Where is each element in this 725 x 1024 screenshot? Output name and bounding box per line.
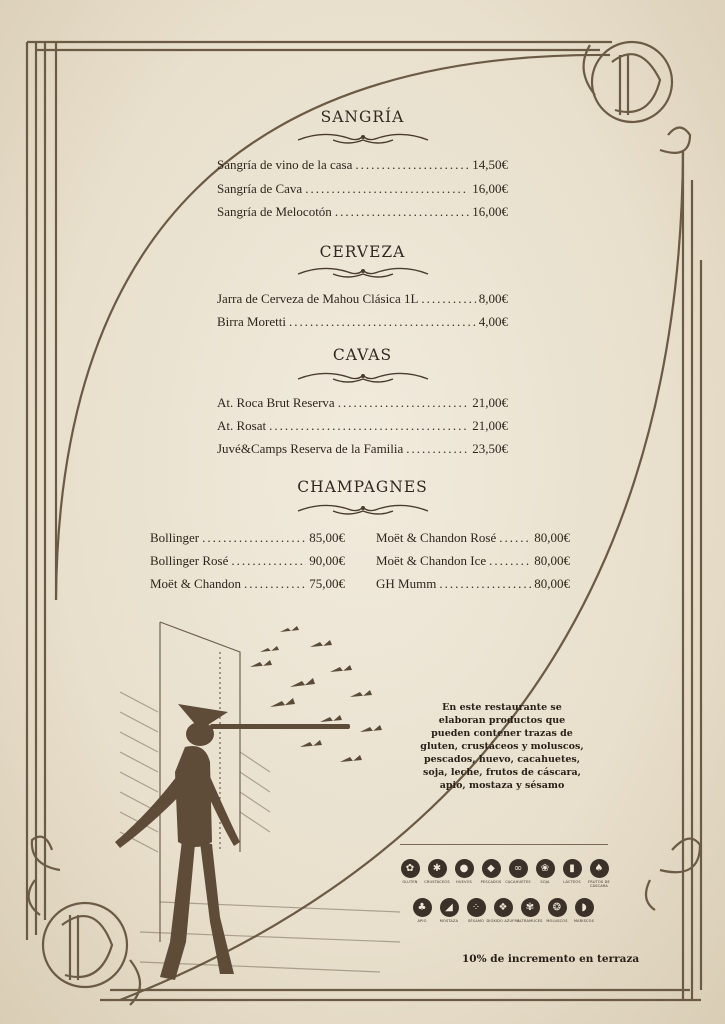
item-price: 90,00€	[309, 553, 345, 568]
nut-icon: ♠	[590, 859, 609, 878]
soy-icon: ❀	[536, 859, 555, 878]
item-name: Jarra de Cerveza de Mahou Clásica 1L	[217, 291, 419, 306]
leader-dots	[489, 553, 531, 569]
menu-item	[150, 530, 345, 546]
item-price: 85,00€	[309, 530, 345, 545]
allergen-notice: En este restaurante se elaboran productos que pueden contener trazas de gluten, crustáceos y moluscos, pescados, huevo, cacahuetes, soja, leche, frutos de cáscara, apio, mostaza y sésamo	[420, 702, 584, 791]
allergen-pescados: ◆ PESCADOS	[473, 859, 509, 884]
leader-dots	[289, 314, 476, 330]
menu-item	[217, 157, 508, 173]
item-price: 16,00€	[472, 181, 508, 196]
item-price: 80,00€	[534, 576, 570, 591]
terrace-surcharge-note: 10% de incremento en terraza	[462, 953, 640, 965]
item-name: Moët & Chandon	[150, 576, 241, 591]
menu-item	[150, 576, 345, 592]
wheat-icon: ✿	[401, 859, 420, 878]
item-name: Birra Moretti	[217, 314, 286, 329]
menu-item	[376, 530, 570, 546]
peanut-icon: ∞	[509, 859, 528, 878]
leader-dots	[338, 395, 470, 411]
allergen-dioxido-azufre: ❖ DIÓXIDO AZUFRE	[485, 898, 521, 923]
menu-item	[376, 576, 570, 592]
allergen-lacteos: ▮ LÁCTEOS	[554, 859, 590, 884]
item-price: 14,50€	[472, 157, 508, 172]
section-title-sangria: SANGRÍA	[320, 108, 405, 126]
item-name: Juvé&Camps Reserva de la Familia	[217, 441, 404, 456]
sesame-icon: ⁘	[467, 898, 486, 917]
item-name: At. Roca Brut Reserva	[217, 395, 335, 410]
mustard-icon: ◢	[440, 898, 459, 917]
allergen-altramuces: ✾ ALTRAMUCES	[512, 898, 548, 923]
leader-dots	[439, 576, 531, 592]
milk-icon: ▮	[563, 859, 582, 878]
section-title-champagnes: CHAMPAGNES	[297, 478, 428, 496]
leader-dots	[335, 204, 469, 220]
menu-item	[217, 291, 508, 307]
allergen-cacahuetes: ∞ CACAHUETES	[500, 859, 536, 884]
fish-icon: ◆	[482, 859, 501, 878]
allergen-mariscos: ◗ MARISCOS	[566, 898, 602, 923]
menu-item	[217, 441, 508, 457]
item-price: 21,00€	[472, 395, 508, 410]
item-name: Bollinger	[150, 530, 200, 545]
allergen-frutos-cascara: ♠ FRUTOS DE CÁSCARA	[581, 859, 617, 888]
leader-dots	[406, 441, 469, 457]
section-title-cerveza: CERVEZA	[319, 243, 406, 261]
item-name: Bollinger Rosé	[150, 553, 229, 568]
allergen-moluscos: ❂ MOLUSCOS	[539, 898, 575, 923]
menu-item	[217, 418, 508, 434]
menu-item	[376, 553, 570, 569]
item-name: Moët & Chandon Rosé	[376, 530, 497, 545]
item-price: 80,00€	[534, 553, 570, 568]
allergen-crustaceos: ✱ CRUSTÁCEOS	[419, 859, 455, 884]
leader-dots	[305, 181, 469, 197]
leader-dots	[355, 157, 469, 173]
allergen-apio: ♣ APIO	[404, 898, 440, 923]
item-name: Sangría de vino de la casa	[217, 157, 353, 172]
divider	[400, 844, 608, 845]
item-price: 80,00€	[534, 530, 570, 545]
leader-dots	[421, 291, 475, 307]
celery-icon: ♣	[413, 898, 432, 917]
item-price: 16,00€	[472, 204, 508, 219]
leader-dots	[244, 576, 306, 592]
allergen-soja: ❀ SOJA	[527, 859, 563, 884]
lupin-icon: ✾	[521, 898, 540, 917]
item-name: GH Mumm	[376, 576, 437, 591]
menu-item	[217, 204, 508, 220]
item-price: 21,00€	[472, 418, 508, 433]
leader-dots	[269, 418, 469, 434]
mollusc-icon: ❂	[548, 898, 567, 917]
flourish-divider	[293, 262, 433, 282]
menu-item	[217, 314, 508, 330]
item-price: 4,00€	[478, 314, 508, 329]
menu-item	[150, 553, 345, 569]
menu-item	[217, 181, 508, 197]
allergen-huevos: ● HUEVOS	[446, 859, 482, 884]
allergen-gluten: ✿ GLUTEN	[392, 859, 428, 884]
allergen-mostaza: ◢ MOSTAZA	[431, 898, 467, 923]
leader-dots	[499, 530, 531, 546]
item-name: At. Rosat	[217, 418, 267, 433]
leader-dots	[202, 530, 306, 546]
flourish-divider	[293, 367, 433, 387]
item-name: Sangría de Melocotón	[217, 204, 332, 219]
menu-item	[217, 395, 508, 411]
flourish-divider	[293, 499, 433, 519]
item-price: 23,50€	[472, 441, 508, 456]
item-name: Sangría de Cava	[217, 181, 303, 196]
egg-icon: ●	[455, 859, 474, 878]
item-price: 75,00€	[309, 576, 345, 591]
sulphite-icon: ❖	[494, 898, 513, 917]
shellfish-icon: ◗	[575, 898, 594, 917]
flourish-divider	[293, 128, 433, 148]
leader-dots	[231, 553, 306, 569]
section-title-cavas: CAVAS	[332, 346, 393, 364]
crab-icon: ✱	[428, 859, 447, 878]
pinocchio-illustration	[100, 612, 410, 1017]
allergen-sesamo: ⁘ SÉSAMO	[458, 898, 494, 923]
item-price: 8,00€	[478, 291, 508, 306]
item-name: Moët & Chandon Ice	[376, 553, 487, 568]
